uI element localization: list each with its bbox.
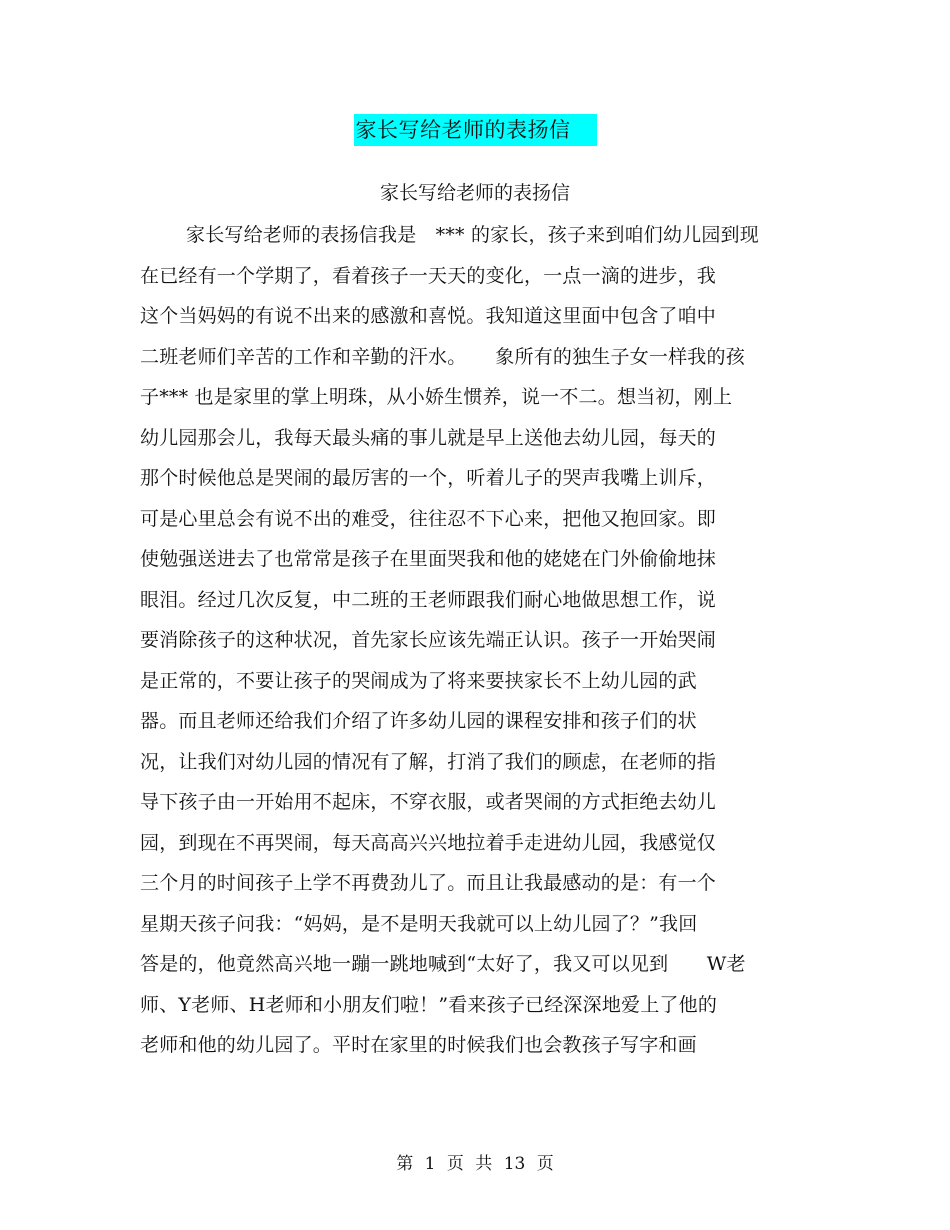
document-title: 家长写给老师的表扬信	[354, 114, 597, 146]
body-line: 这个当妈妈的有说不出来的感激和喜悦。我知道这里面中包含了咱中	[140, 305, 717, 327]
body-line: 老师和他的幼儿园了。平时在家里的时候我们也会教孩子写字和画	[140, 1034, 697, 1056]
body-line: 园，到现在不再哭闹，每天高高兴兴地拉着手走进幼儿园，我感觉仅	[140, 831, 717, 854]
body-line: 况，让我们对幼儿园的情况有了解，打消了我们的顾虑，在老师的指	[140, 750, 717, 773]
body-line: 要消除孩子的这种状况，首先家长应该先端正认识。孩子一开始哭闹	[140, 629, 717, 651]
body-line: 可是心里总会有说不出的难受，往往忍不下心来，把他又抱回家。即	[140, 507, 717, 530]
body-line: 师、Y老师、H老师和小朋友们啦！”看来孩子已经深深地爱上了他的	[140, 993, 718, 1016]
body-text	[140, 219, 800, 1070]
body-line: 在已经有一个学期了，看着孩子一天天的变化，一点一滴的进步，我	[140, 264, 717, 287]
body-line: 星期天孩子问我：“妈妈，是不是明天我就可以上幼儿园了？”我回	[140, 912, 698, 935]
title-container	[0, 114, 950, 146]
body-line: 子*** 也是家里的掌上明珠，从小娇生惯养，说一不二。想当初，刚上	[140, 386, 733, 408]
body-line: 答是的，他竟然高兴地一蹦一跳地喊到“太好了，我又可以见到 W老	[140, 953, 746, 975]
body-line: 使勉强送进去了也常常是孩子在里面哭我和他的姥姥在门外偷偷地抹	[140, 548, 717, 570]
document-subtitle: 家长写给老师的表扬信	[379, 182, 570, 204]
body-line: 三个月的时间孩子上学不再费劲儿了。而且让我最感动的是：有一个	[140, 872, 717, 894]
body-line: 二班老师们辛苦的工作和辛勤的汗水。 象所有的独生子女一样我的孩	[140, 345, 745, 368]
body-line: 眼泪。经过几次反复，中二班的王老师跟我们耐心地做思想工作，说	[140, 588, 717, 611]
body-line: 是正常的，不要让孩子的哭闹成为了将来要挟家长不上幼儿园的武	[140, 669, 697, 692]
body-line: 器。而且老师还给我们介绍了许多幼儿园的课程安排和孩子们的状	[140, 710, 697, 732]
body-line: 家长写给老师的表扬信我是 *** 的家长，孩子来到咱们幼儿园到现	[186, 224, 759, 246]
page-footer: 第 1 页 共 13 页	[396, 1154, 554, 1174]
body-line: 那个时候他总是哭闹的最厉害的一个，听着儿子的哭声我嘴上训斥，	[140, 467, 717, 489]
body-line: 幼儿园那会儿，我每天最头痛的事儿就是早上送他去幼儿园，每天的	[140, 426, 717, 449]
body-line: 导下孩子由一开始用不起床，不穿衣服，或者哭闹的方式拒绝去幼儿	[140, 791, 717, 813]
